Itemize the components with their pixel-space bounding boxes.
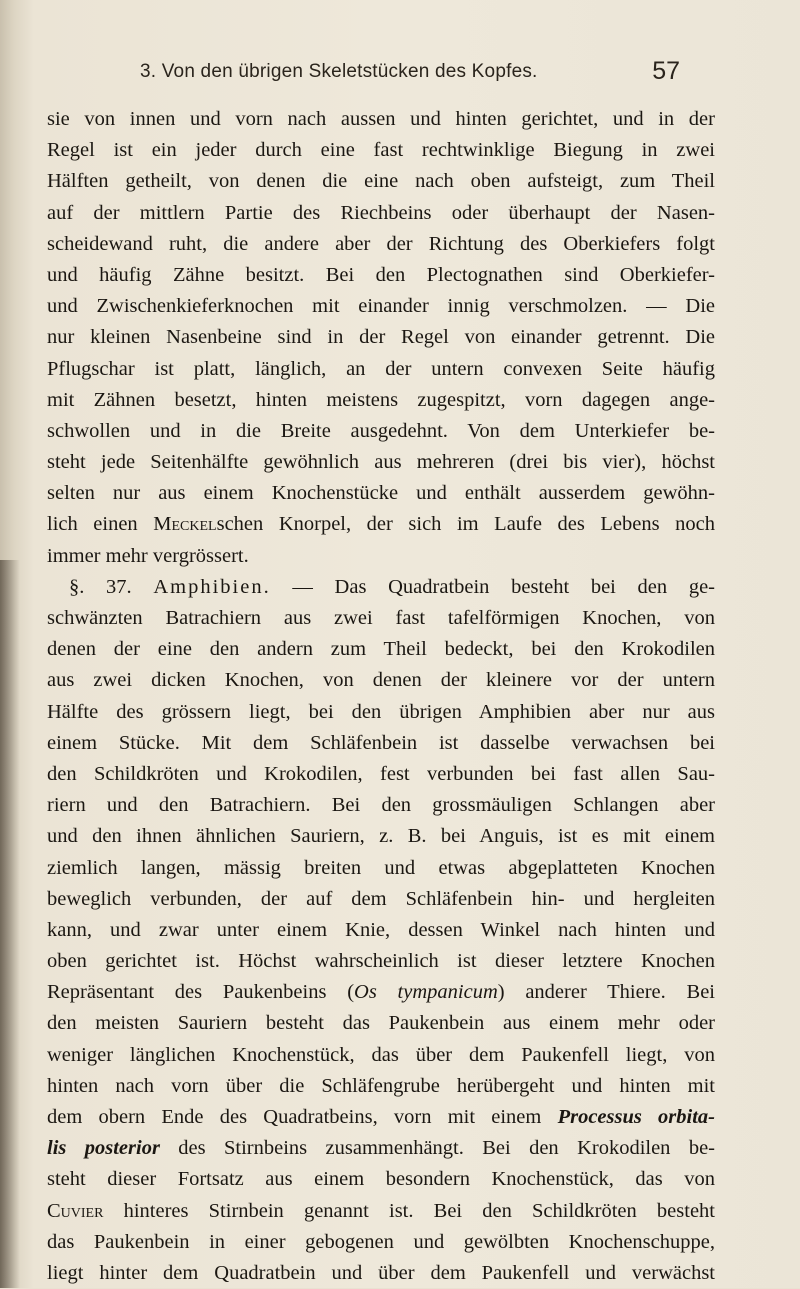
text-line: Regel ist ein jeder durch eine fast rechtwinklige Biegung in zwei <box>47 139 715 162</box>
latin-term: lis posterior <box>47 1137 160 1160</box>
text-line: mit Zähnen besetzt, hinten meistens zugespitzt, vorn dagegen ange- <box>47 388 715 411</box>
text-line: und den ihnen ähnlichen Sauriern, z. B. bei Anguis, ist es mit einem <box>47 825 715 848</box>
binding-shadow <box>0 560 20 1288</box>
text-line: den Schildkröten und Krokodilen, fest verbunden bei fast allen Sau- <box>47 762 715 785</box>
text-line: ziemlich langen, mässig breiten und etwas abgeplatteten Knochen <box>47 856 715 879</box>
text-line: scheidewand ruht, die andere aber der Richtung des Oberkiefers folgt <box>47 232 715 255</box>
text-line: Hälften getheilt, von denen die eine nach oben aufsteigt, zum Theil <box>47 170 715 193</box>
text-line: dem obern Ende des Quadratbeins, vorn mit einem Processus orbita- <box>47 1106 716 1128</box>
author-name: Meckel <box>153 513 217 536</box>
text-line: und häufig Zähne besitzt. Bei den Plectognathen sind Oberkiefer- <box>47 263 715 286</box>
section-heading-line: §. 37. Amphibien. — Das Quadratbein besteht bei den ge- <box>69 575 715 598</box>
latin-term: Os tympanicum <box>354 981 498 1004</box>
text-line: Repräsentant des Paukenbeins (Os tympanicum) anderer Thiere. Bei <box>47 981 715 1004</box>
text-line: kann, und zwar unter einem Knie, dessen Winkel nach hinten und <box>47 918 715 941</box>
text-line: schwollen und in die Breite ausgedehnt. Von dem Unterkiefer be- <box>47 419 715 442</box>
text-line: einem Stücke. Mit dem Schläfenbein ist dasselbe verwachsen bei <box>47 731 715 754</box>
running-title: 3. Von den übrigen Skeletstücken des Kopfes. <box>140 61 538 82</box>
text-line: steht dieser Fortsatz aus einem besondern Knochenstück, das von <box>47 1168 715 1191</box>
text-line: steht jede Seitenhälfte gewöhnlich aus mehreren (drei bis vier), höchst <box>47 451 715 474</box>
section-title: Amphibien. <box>153 575 271 598</box>
latin-term: Processus orbita- <box>557 1106 716 1128</box>
text-line: schwänzten Batrachiern aus zwei fast tafelförmigen Knochen, von <box>47 607 715 629</box>
text-line: sie von innen und vorn nach aussen und hinten gerichtet, und in der <box>47 108 715 130</box>
text-line: Cuvier hinteres Stirnbein genannt ist. Bei den Schildkröten besteht <box>47 1199 715 1222</box>
text-line: aus zwei dicken Knochen, von denen der kleinere vor der untern <box>47 669 715 692</box>
text-line: das Paukenbein in einer gebogenen und gewölbten Knochenschuppe, <box>47 1230 715 1253</box>
author-name: Cuvier <box>47 1199 104 1222</box>
text-line: riern und den Batrachiern. Bei den grossmäuligen Schlangen aber <box>47 794 715 817</box>
running-head <box>140 57 680 87</box>
text-line: immer mehr vergrössert. <box>47 544 249 567</box>
text-line: auf der mittlern Partie des Riechbeins oder überhaupt der Nasen- <box>47 201 715 224</box>
text-line: lis posterior des Stirnbeins zusammenhängt. Bei den Krokodilen be- <box>47 1137 715 1160</box>
text-line: oben gerichtet ist. Höchst wahrscheinlich ist dieser letztere Knochen <box>47 950 715 973</box>
text-line: weniger länglichen Knochenstück, das über dem Paukenfell liegt, von <box>47 1043 715 1066</box>
text-line: denen der eine den andern zum Theil bedeckt, bei den Krokodilen <box>47 638 715 661</box>
text-line: hinten nach vorn über die Schläfengrube herübergeht und hinten mit <box>47 1074 715 1097</box>
page-number: 57 <box>652 57 680 85</box>
text-line: beweglich verbunden, der auf dem Schläfenbein hin- und hergleiten <box>47 887 715 910</box>
body-text <box>47 104 715 1289</box>
text-line: nur kleinen Nasenbeine sind in der Regel von einander getrennt. Die <box>47 326 715 349</box>
text-line: Pflugschar ist platt, länglich, an der untern convexen Seite häufig <box>47 357 715 380</box>
text-line: und Zwischenkieferknochen mit einander innig verschmolzen. — Die <box>47 295 715 318</box>
text-line: den meisten Sauriern besteht das Paukenbein aus einem mehr oder <box>47 1012 715 1035</box>
text-line: Hälfte des grössern liegt, bei den übrigen Amphibien aber nur aus <box>47 700 715 723</box>
text-line: lich einen Meckelschen Knorpel, der sich im Laufe des Lebens noch <box>47 513 715 536</box>
text-line: selten nur aus einem Knochenstücke und enthält ausserdem gewöhn- <box>47 482 715 505</box>
text-line: liegt hinter dem Quadratbein und über dem Paukenfell und verwächst <box>47 1261 715 1284</box>
